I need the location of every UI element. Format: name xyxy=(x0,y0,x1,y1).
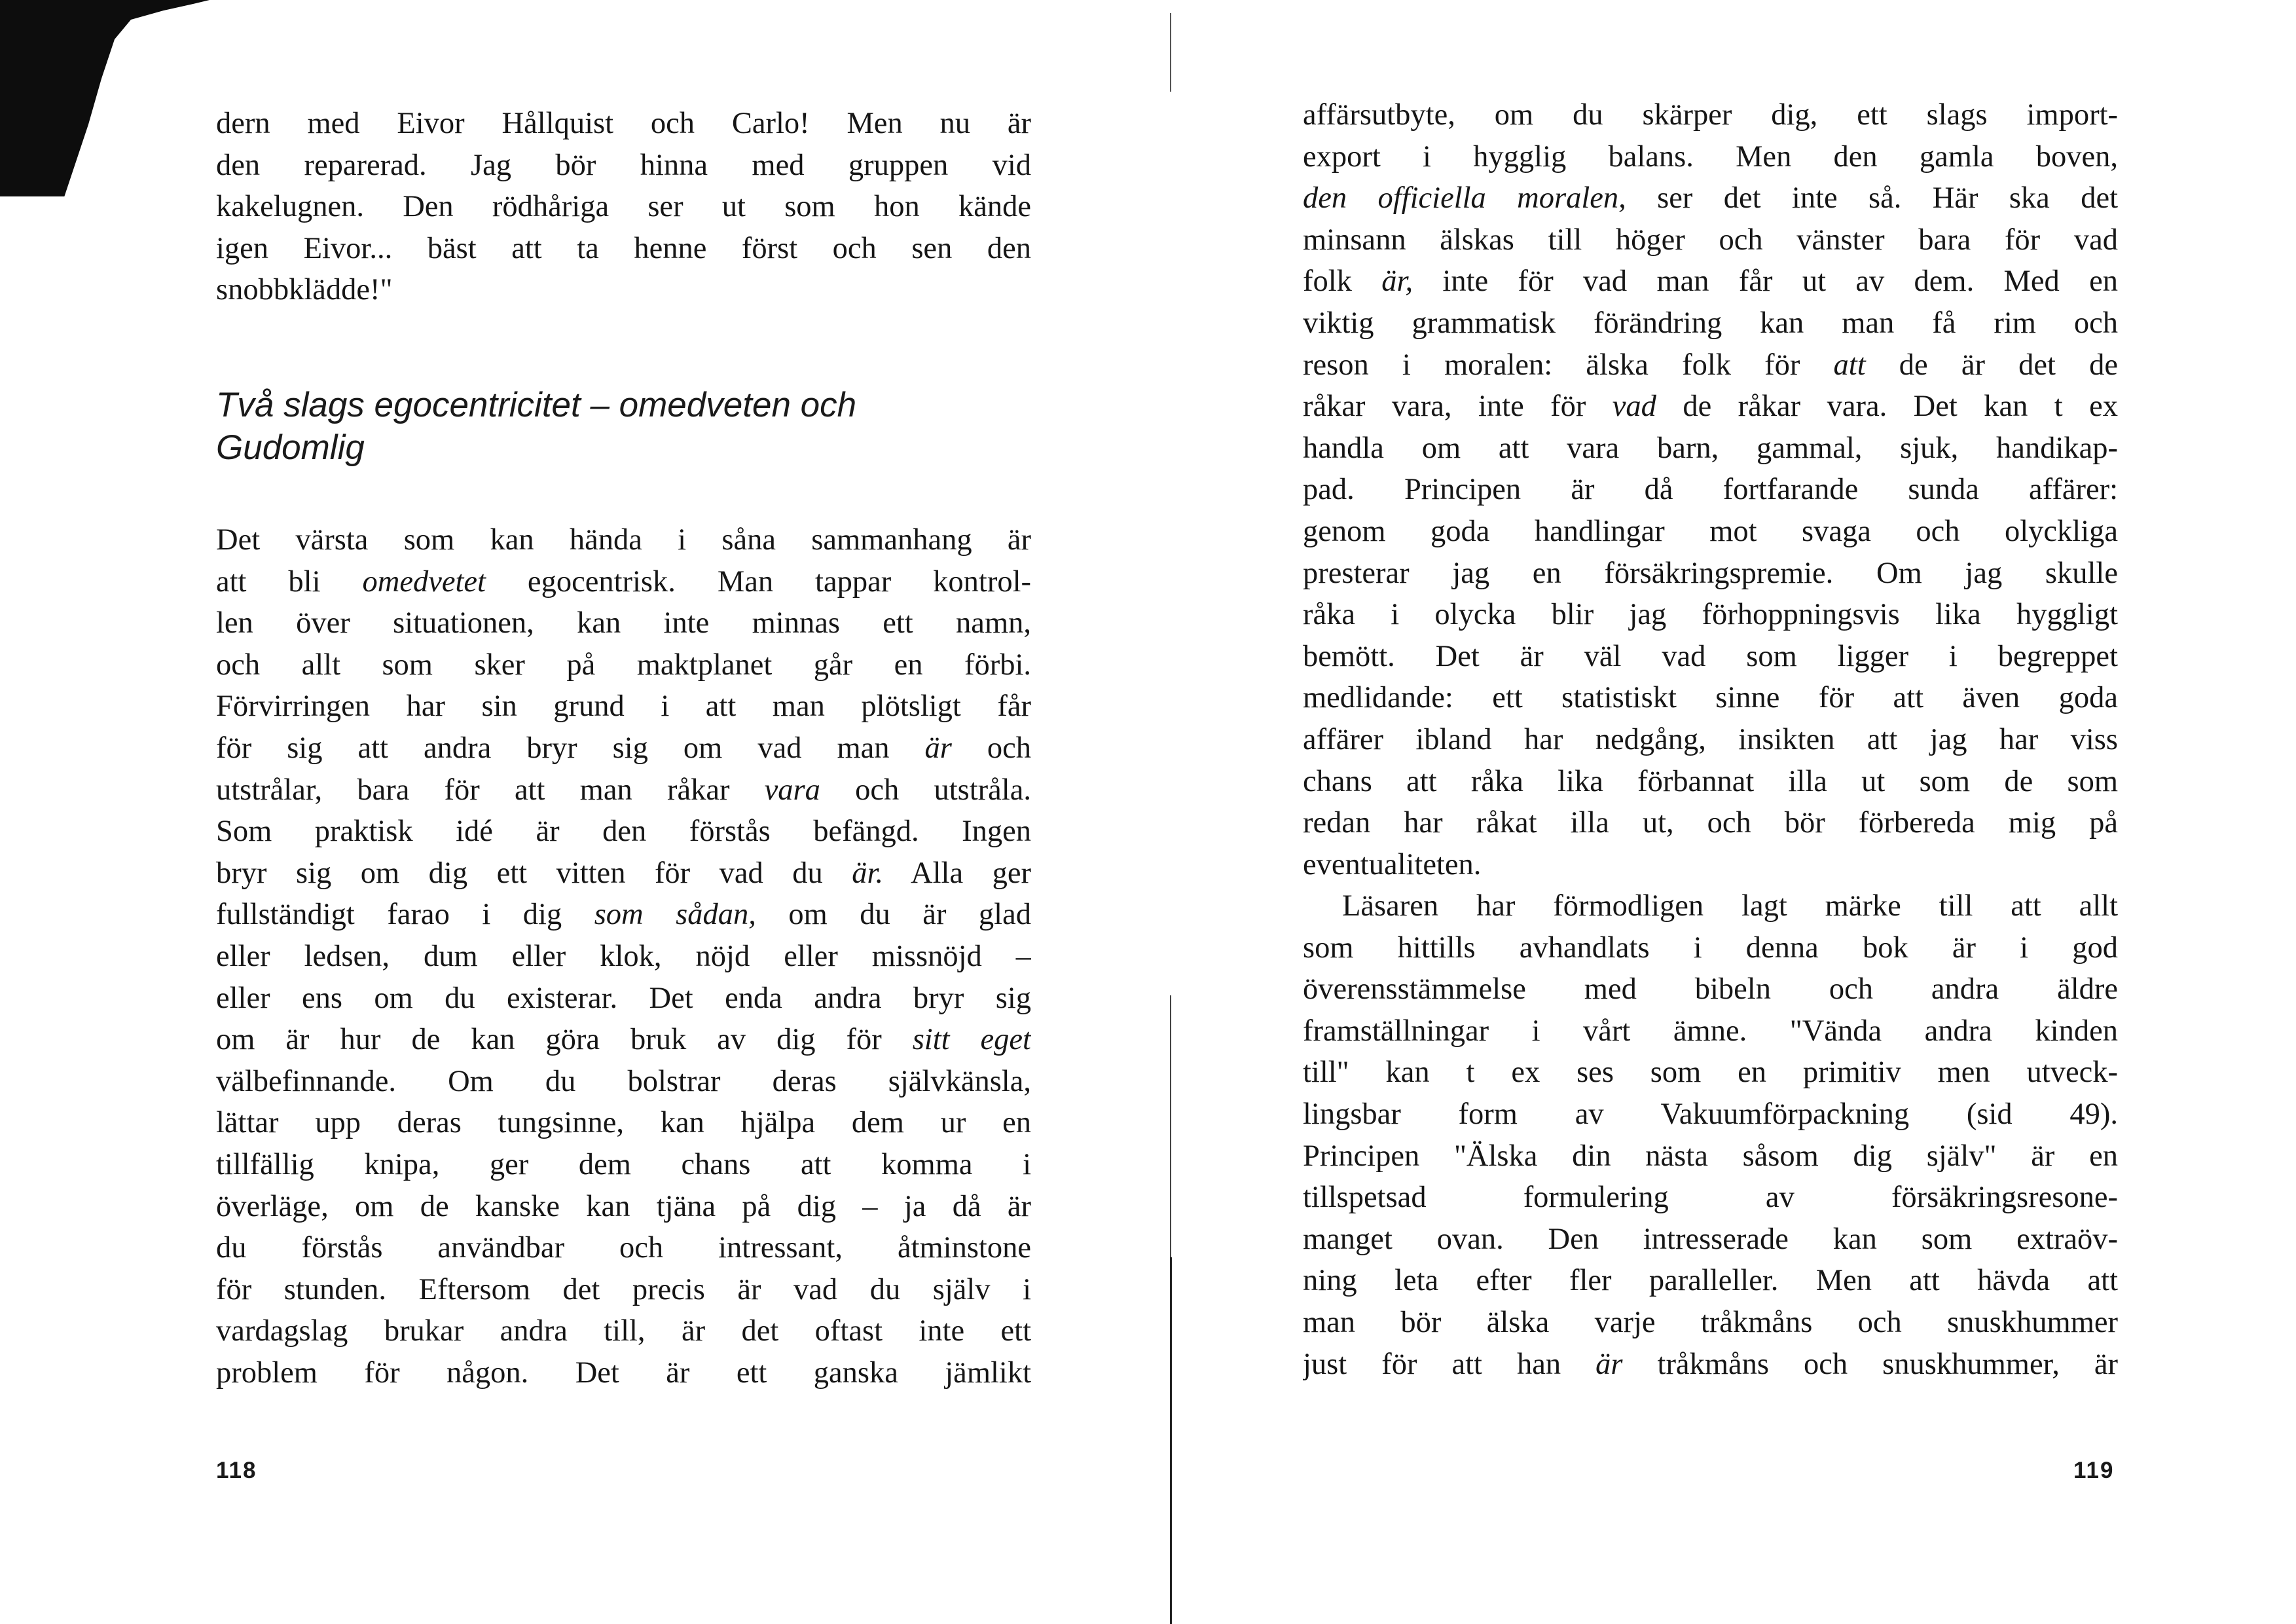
text-line: om är hur de kan göra bruk av dig för sitt eget xyxy=(216,1023,1031,1057)
text-line: råka i olycka blir jag förhoppningsvis lika hyggligt xyxy=(1303,598,2118,632)
heading-line: Två slags egocentricitet – omedveten och xyxy=(216,386,857,424)
text-line: minsann älskas till höger och vänster bara för vad xyxy=(1303,223,2118,257)
text-line: affärer ibland har nedgång, insikten att jag har viss xyxy=(1303,722,2118,756)
left-top-paragraph xyxy=(216,103,1031,311)
right-paragraph-2 xyxy=(1303,885,2118,1385)
text-line: igen Eivor... bäst att ta henne först och sen den xyxy=(216,231,1031,265)
text-line: för stunden. Eftersom det precis är vad du själv i xyxy=(216,1272,1031,1306)
text-line: man bör älska varje tråkmåns och snuskhummer xyxy=(1303,1305,2118,1339)
text-line: genom goda handlingar mot svaga och olyckliga xyxy=(1303,514,2118,548)
text-line: den officiella moralen, ser det inte så. Här ska det xyxy=(1303,181,2118,215)
text-line: ning leta efter fler paralleller. Men att hävda att xyxy=(1303,1264,2118,1298)
section-heading xyxy=(216,384,1031,469)
text-line: handla om att vara barn, gammal, sjuk, handikap- xyxy=(1303,431,2118,465)
text-line: snobbklädde!" xyxy=(216,273,393,307)
text-line: affärsutbyte, om du skärper dig, ett slags import- xyxy=(1303,98,2118,132)
text-line: pad. Principen är då fortfarande sunda affärer: xyxy=(1303,473,2118,507)
text-line: tillspetsad formulering av försäkringsresone- xyxy=(1303,1181,2118,1215)
text-line: till" kan t ex ses som en primitiv men utveck- xyxy=(1303,1056,2118,1090)
text-line: överensstämmelse med bibeln och andra äldre xyxy=(1303,972,2118,1006)
heading-line: Gudomlig xyxy=(216,428,365,467)
text-line: manget ovan. Den intresserade kan som extraöv- xyxy=(1303,1222,2118,1256)
text-line: problem för någon. Det är ett ganska jämlikt xyxy=(216,1356,1031,1390)
text-line: viktig grammatisk förändring kan man få rim och xyxy=(1303,306,2118,340)
text-line: reson i moralen: älska folk för att de är det de xyxy=(1303,348,2118,382)
text-line: kakelugnen. Den rödhåriga ser ut som hon kände xyxy=(216,190,1031,224)
text-line: folk är, inte för vad man får ut av dem. Med en xyxy=(1303,265,2118,299)
text-line: lättar upp deras tungsinne, kan hjälpa dem ur en xyxy=(216,1106,1031,1140)
right-page xyxy=(1172,0,2296,1624)
text-line: den reparerad. Jag bör hinna med gruppen vid xyxy=(216,148,1031,182)
text-line: just för att han är tråkmåns och snuskhummer, är xyxy=(1303,1347,2118,1381)
text-line: chans att råka lika förbannat illa ut som de som xyxy=(1303,764,2118,798)
text-line: Läsaren har förmodligen lagt märke till att allt xyxy=(1342,889,2118,923)
text-line: och allt som sker på maktplanet går en förbi. xyxy=(216,648,1031,682)
text-line: presterar jag en försäkringspremie. Om jag skulle xyxy=(1303,556,2118,590)
page-number: 119 xyxy=(2073,1458,2115,1483)
left-body-paragraph xyxy=(216,519,1031,1393)
text-line: vardagslag brukar andra till, är det oftast inte ett xyxy=(216,1314,1031,1348)
text-line: som hittills avhandlats i denna bok är i god xyxy=(1303,931,2118,965)
right-paragraph-1 xyxy=(1303,94,2118,885)
text-line: bemött. Det är väl vad som ligger i begreppet xyxy=(1303,639,2118,673)
text-line: Som praktisk idé är den förstås befängd. Ingen xyxy=(216,815,1031,849)
text-line: redan har råkat illa ut, och bör förbereda mig på xyxy=(1303,806,2118,840)
text-line: medlidande: ett statistiskt sinne för att även goda xyxy=(1303,681,2118,715)
text-line: eller ens om du existerar. Det enda andra bryr sig xyxy=(216,981,1031,1015)
text-line: välbefinnande. Om du bolstrar deras självkänsla, xyxy=(216,1064,1031,1098)
text-line: utstrålar, bara för att man råkar vara och utstråla. xyxy=(216,773,1031,807)
text-line: Principen "Älska din nästa såsom dig själv" är en xyxy=(1303,1139,2118,1173)
text-line: för sig att andra bryr sig om vad man är och xyxy=(216,731,1031,765)
text-line: bryr sig om dig ett vitten för vad du är. Alla ger xyxy=(216,856,1031,890)
text-line: Det värsta som kan hända i såna sammanhang är xyxy=(216,523,1031,557)
page-number: 118 xyxy=(216,1458,257,1483)
text-line: dern med Eivor Hållquist och Carlo! Men nu är xyxy=(216,107,1031,140)
text-line: lingsbar form av Vakuumförpackning (sid 49). xyxy=(1303,1097,2118,1131)
text-line: eller ledsen, dum eller klok, nöjd eller missnöjd – xyxy=(216,939,1031,973)
text-line: framställningar i vårt ämne. "Vända andra kinden xyxy=(1303,1014,2118,1048)
text-line: len över situationen, kan inte minnas ett namn, xyxy=(216,606,1031,640)
text-line: eventualiteten. xyxy=(1303,847,1482,881)
text-line: fullständigt farao i dig som sådan, om du är glad xyxy=(216,898,1031,932)
text-line: överläge, om de kanske kan tjäna på dig – ja då är xyxy=(216,1189,1031,1223)
text-line: du förstås användbar och intressant, åtminstone xyxy=(216,1231,1031,1265)
text-line: export i hygglig balans. Men den gamla boven, xyxy=(1303,139,2118,174)
text-line: Förvirringen har sin grund i att man plötsligt får xyxy=(216,690,1031,724)
text-line: tillfällig knipa, ger dem chans att komma i xyxy=(216,1147,1031,1181)
text-line: att bli omedvetet egocentrisk. Man tappar kontrol- xyxy=(216,564,1031,599)
text-line: råkar vara, inte för vad de råkar vara. Det kan t ex xyxy=(1303,390,2118,424)
